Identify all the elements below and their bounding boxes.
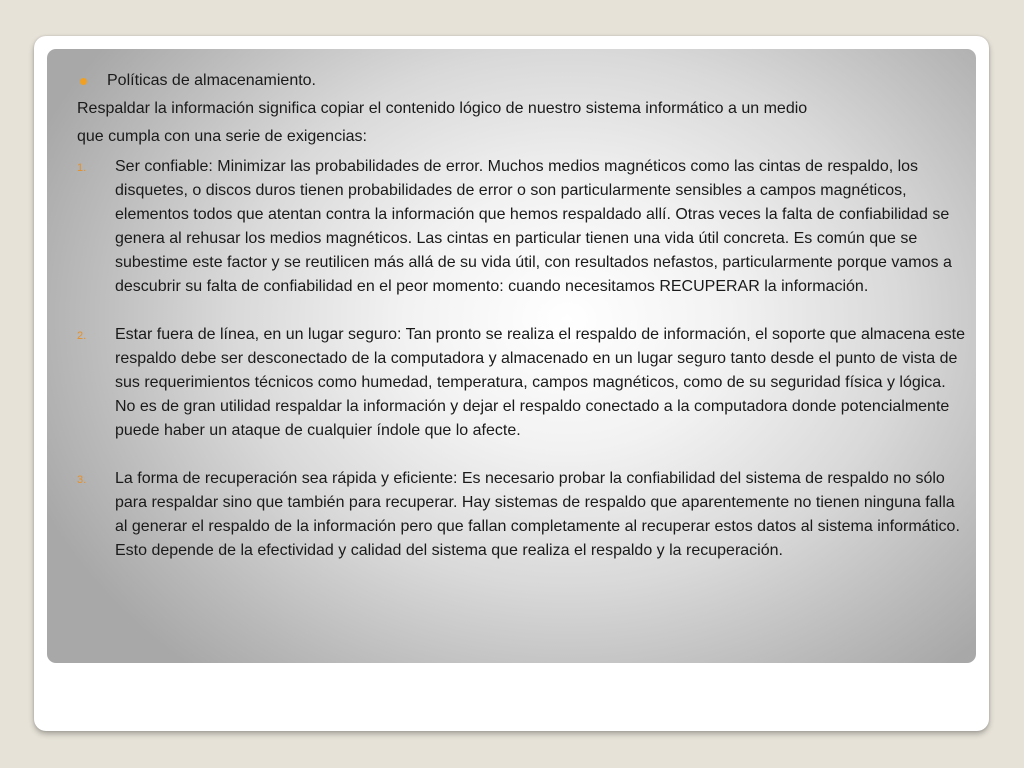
bullet-dot-icon xyxy=(80,78,87,85)
item-text-2: Estar fuera de línea, en un lugar seguro: Tan pronto se realiza el respaldo de información, el soporte que almacena este respaldo debe ser desconectado de la computadora y almacenado en un lugar seguro tanto desde el punto de vista de sus requerimientos técnicos como humedad, temperatura, campos magnéticos, como de su seguridad física y lógica. No es de gran utilidad respaldar la información y dejar el respaldo conectado a la computadora donde potencialmente puede haber un ataque de cualquier índole que lo afecte. xyxy=(115,326,966,439)
bullet-heading-text: Políticas de almacenamiento. xyxy=(107,72,316,89)
bullet-heading xyxy=(77,69,967,95)
intro-line-2: que cumpla con una serie de exigencias: xyxy=(77,128,367,145)
item-number-3: 3. xyxy=(77,474,87,486)
slide-text xyxy=(77,69,967,587)
numbered-item-2 xyxy=(77,323,967,443)
numbered-item-3 xyxy=(77,467,967,563)
numbered-item-1 xyxy=(77,155,967,299)
intro-line-1: Respaldar la información significa copiar el contenido lógico de nuestro sistema informático a un medio xyxy=(77,100,808,117)
content-panel xyxy=(47,49,976,663)
item-text-1: Ser confiable: Minimizar las probabilidades de error. Muchos medios magnéticos como las cintas de respaldo, los disquetes, o discos duros tienen probabilidades de error o son particularmente sensibles a campos magnéticos, elementos todos que atentan contra la información que hemos respaldado allí. Otras veces la falta de confiabilidad se genera al rehusar los medios magnéticos. Las cintas en particular tienen una vida útil concreta. Es común que se subestime este factor y se reutilicen más allá de su vida útil, con resultados nefastos, particularmente porque vamos a descubrir su falta de confiabilidad en el peor momento: cuando necesitamos RECUPERAR la información. xyxy=(115,158,952,295)
item-number-1: 1. xyxy=(77,162,87,174)
item-text-3: La forma de recuperación sea rápida y eficiente: Es necesario probar la confiabilidad del sistema de respaldo no sólo para respaldar sino que también para recuperar. Hay sistemas de respaldo que aparentemente no tienen ninguna falla al generar el respaldo de la información pero que fallan completamente al recuperar estos datos al sistema informático. Esto depende de la efectividad y calidad del sistema que realiza el respaldo y la recuperación. xyxy=(115,470,960,559)
item-number-2: 2. xyxy=(77,330,87,342)
